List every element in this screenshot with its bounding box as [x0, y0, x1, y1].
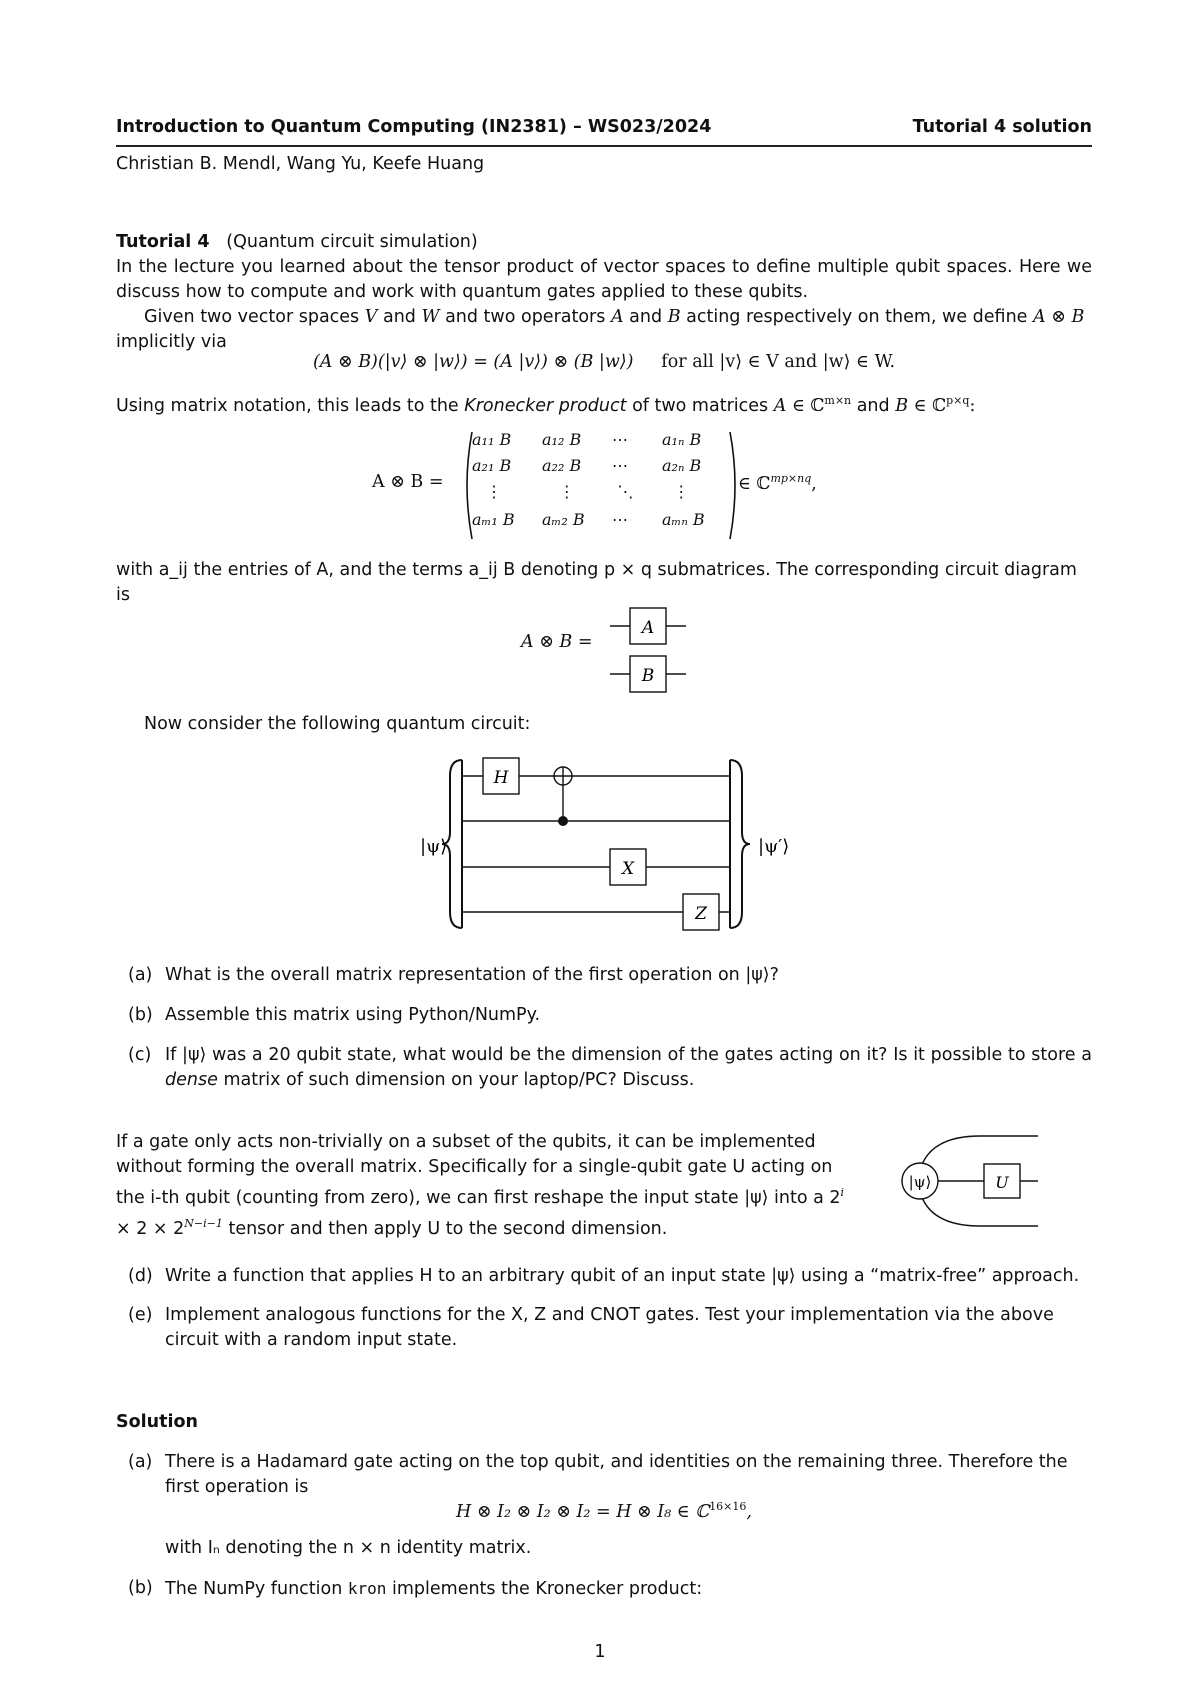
gate-h-label: H: [493, 768, 509, 788]
matrix-row: aₘ₁ B aₘ₂ B ⋯ aₘₙ B: [472, 510, 705, 529]
matrix-lhs: A ⊗ B =: [372, 472, 444, 492]
gate-z-label: Z: [695, 904, 707, 924]
gate-b-label: B: [641, 666, 655, 686]
given-paragraph: Given two vector spaces V and W and two operators A and B acting respectively on them, we define A ⊗ B: [144, 307, 1085, 327]
gate-u-label: U: [995, 1173, 1009, 1192]
tutorial-heading: [116, 230, 478, 255]
entries-paragraph: with a_ij the entries of A, and the terms a_ij B denoting p × q submatrices. The corresponding circuit diagram is: [116, 560, 1077, 605]
header-rule: [116, 145, 1092, 147]
now-consider: Now consider the following quantum circuit:: [144, 714, 531, 734]
small-circuit: [608, 604, 688, 696]
output-brace: [730, 760, 750, 928]
matrix-grid: [472, 430, 732, 536]
matrix-row: ⋮ ⋮ ⋱ ⋮: [486, 482, 690, 501]
matrix-rhs: ∈ ℂ$^{mp\times nq}$,: [738, 472, 817, 494]
solution-a-equation: H ⊗ I₂ ⊗ I₂ ⊗ I₂ = H ⊗ I₈ ∈ ℂ$^{16\times 16}$,: [456, 1500, 752, 1522]
definition-equation: (A ⊗ B)(|v⟩ ⊗ |w⟩) = (A |v⟩) ⊗ (B |w⟩) for all |v⟩ ∈ V and |w⟩ ∈ W.: [312, 352, 896, 372]
gate-x-label: X: [621, 859, 635, 879]
header-right: Tutorial 4 solution: [912, 117, 1092, 137]
authors: Christian B. Mendl, Wang Yu, Keefe Huang: [116, 154, 485, 174]
page: Introduction to Quantum Computing (IN2381) – WS023/2024 Tutorial 4 solution Christian B. Mendl, Wang Yu, Keefe Huang Tutorial 4 (Quantum circuit simulation) In the lecture you learned about the tensor product of vector spaces to define multiple qubit spaces. Here we discuss how to compute and work with quantum gates applied to these qubits. Given two vector spaces V and W and two operators A and B acting respectively on them, we define A ⊗ B implicitly via (A ⊗ B)(|v⟩ ⊗ |w⟩) = (A |v⟩) ⊗ (B |w⟩) for all |v⟩ ∈ V and |w⟩ ∈ W. Using matrix notation, this leads to the Kronecker product of two matrices A ∈ ℂ$^{m\times n}$ and B ∈ ℂ$^{p\times q}$: A ⊗ B = a₁₁ B a₁₂ B ⋯ a₁ₙ B a₂₁ B a₂₂ B ⋯ a₂ₙ B ⋮ ⋮ ⋱ ⋮ aₘ₁ B aₘ₂ B ⋯ aₘₙ B ∈ ℂ$^{mp\times nq}$, with a_ij the entries of A, and the terms a_ij B denoting p × q submatrices. The corresponding circuit diagram is A ⊗ B = A B Now consider the following quantum circuit: |ψ⟩ |ψ′⟩ H X Z (a) What is the overall matrix representation of the first operation on |ψ⟩? (b) Assemble this matrix using Python/NumPy. (c) If |ψ⟩ was a 20 qubit state, what would be the dimension of the gates acting on it? Is it possible to store a dense matrix of such dimension on your laptop/PC? Discuss. If a gate only acts non-trivially on a subset of the qubits, it can be implemented without forming the overall matrix. Specifically for a single-qubit gate U acting on the i-th qubit (counting from zero), we can first reshape the input state |ψ⟩ into a $2^i \times 2 \times 2^{N-i-1}$ tensor and then apply U to the second dimension. |ψ⟩ U (d) Write a function that applies H to an arbitrary qubit of an input state |ψ⟩ using a “matrix-free” approach. (e) Implement analogous functions for the X, Z and CNOT gates. Test your implementation via the above circuit with a random input state. Solution (a) There is a Hadamard gate acting on the top qubit, and identities on the remaining three. Therefore the first operation is H ⊗ I₂ ⊗ I₂ ⊗ I₂ = H ⊗ I₈ ∈ ℂ$^{16\times 16}$, with Iₙ denoting the n × n identity matrix. (b) The NumPy function kron implements the Kronecker product: 1: [0, 0, 1200, 1696]
kron-code: kron: [347, 1579, 387, 1598]
gate-a-label: A: [641, 618, 655, 638]
matrix-row: a₂₁ B a₂₂ B ⋯ a₂ₙ B: [472, 456, 702, 475]
solution-title: Solution: [116, 1412, 198, 1432]
solution-a-with: with Iₙ denoting the n × n identity matrix.: [165, 1538, 532, 1558]
tutorial-subtitle: (Quantum circuit simulation): [226, 232, 478, 252]
quantum-circuit: [410, 756, 790, 932]
intro-paragraph: In the lecture you learned about the tensor product of vector spaces to define multiple qubit spaces. Here we discuss how to compute and work with quantum gates applied to these qubits.: [116, 257, 1092, 302]
course-title: Introduction to Quantum Computing (IN2381) – WS023/2024: [116, 117, 712, 137]
cnot-control: [558, 816, 568, 826]
input-brace: [442, 760, 462, 928]
matrix-free-diagram: [900, 1130, 1040, 1230]
circuit-input-label: |ψ⟩: [420, 836, 448, 857]
small-circuit-lhs: A ⊗ B =: [521, 632, 593, 652]
page-number: 1: [594, 1642, 606, 1662]
psi-node-label: |ψ⟩: [908, 1173, 932, 1191]
matrix-row: a₁₁ B a₁₂ B ⋯ a₁ₙ B: [472, 430, 702, 449]
implicitly-label: implicitly via: [116, 332, 227, 352]
matrix-free-paragraph: If a gate only acts non-trivially on a subset of the qubits, it can be implemented without forming the overall matrix. Specifically for a single-qubit gate U acting on the i-th qubit (counting from zero), we can first reshape the input state |ψ⟩ into a $2^i \times 2 \times 2^{N-i-1}$ tensor and then apply U to the second dimension.: [116, 1132, 845, 1239]
kronecker-line: Using matrix notation, this leads to the Kronecker product of two matrices A ∈ ℂ$^{m\times n}$ and B ∈ ℂ$^{p\times q}$:: [116, 394, 976, 416]
kronecker-term: Kronecker product: [464, 395, 627, 416]
circuit-output-label: |ψ′⟩: [758, 836, 790, 857]
tutorial-title: Tutorial 4: [116, 232, 210, 252]
